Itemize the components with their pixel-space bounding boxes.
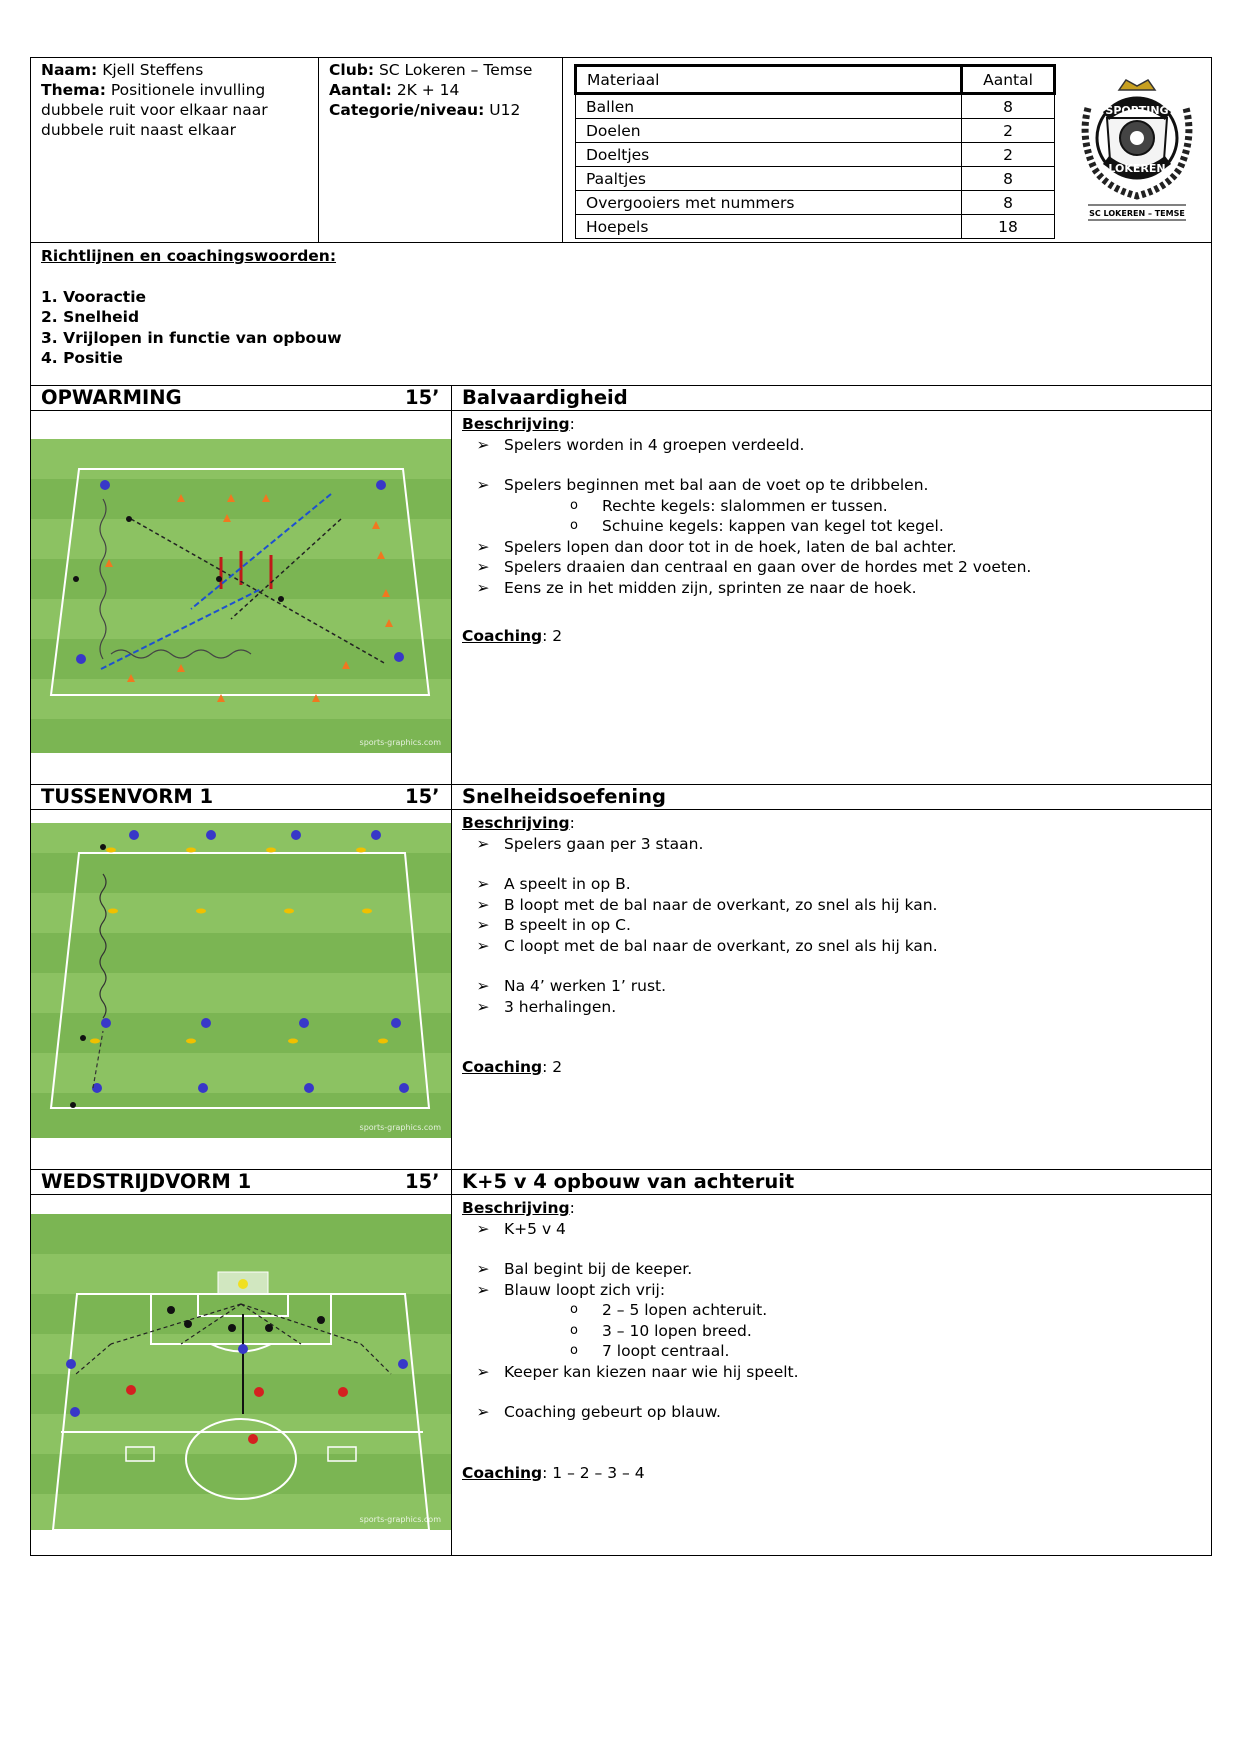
pitch-diagram-tussenvorm (31, 823, 451, 1138)
list-item: ➢ Spelers worden in 4 groepen verdeeld. (462, 435, 1192, 456)
list-item: ➢ Spelers draaien dan centraal en gaan over de hordes met 2 voeten. (462, 557, 1192, 578)
arrow-bullet-icon: ➢ (476, 435, 490, 454)
watermark: sports-graphics.com (359, 1515, 441, 1524)
sub-list-item: o Schuine kegels: kappen van kegel tot kegel. (570, 517, 944, 535)
coaching-label: Coaching (462, 1463, 543, 1482)
logo-top-text: SPORTING (1105, 104, 1169, 117)
sub-list-item: o 7 loopt centraal. (570, 1342, 730, 1360)
table-row: Overgooiers met nummers 8 (576, 191, 1055, 215)
list-item: ➢ C loopt met de bal naar de overkant, zo snel als hij kan. (462, 936, 1192, 957)
beschrijving-label: Beschrijving (462, 1199, 570, 1217)
description-tussenvorm: Beschrijving: ➢ Spelers gaan per 3 staan. ➢ A speelt in op B. ➢ B loopt met de bal naar de overkant, zo snel als hij kan. ➢ B speelt in op C. ➢ C loopt met de bal naar de overkant, zo snel als hij kan. ➢ Na 4’ werken 1’ rust. ➢ 3 herhalingen. Coaching: 2 (452, 811, 1202, 1080)
arrow-bullet-icon: ➢ (476, 1403, 490, 1421)
list-item: ➢ A speelt in op B. (462, 874, 1192, 895)
sub-list-item: o 2 – 5 lopen achteruit. (570, 1301, 768, 1319)
arrow-bullet-icon: ➢ (476, 1280, 490, 1299)
table-row: Hoepels 18 (576, 215, 1055, 239)
arrow-bullet-icon: ➢ (476, 834, 490, 853)
club-logo (1076, 68, 1198, 228)
arrow-bullet-icon: ➢ (476, 476, 490, 494)
aantal-value: 2K + 14 (396, 81, 460, 99)
club-value: SC Lokeren – Temse (378, 61, 533, 79)
arrow-bullet-icon: ➢ (476, 558, 490, 576)
coaching-value: : 1 – 2 – 3 – 4 (542, 1463, 645, 1482)
section-duration: 15’ (405, 1170, 440, 1193)
list-item: 2. Snelheid (41, 308, 140, 326)
list-item: ➢ Na 4’ werken 1’ rust. (462, 976, 1192, 997)
naam-value: Kjell Steffens (102, 61, 204, 79)
list-item: ➢ Coaching gebeurt op blauw. (462, 1402, 1192, 1423)
watermark: sports-graphics.com (359, 738, 441, 747)
coaching-label: Coaching (462, 627, 543, 645)
thema-value: Positionele invulling dubbele ruit voor elkaar naar dubbele ruit naast elkaar (41, 81, 268, 139)
coaching-value: : 2 (542, 627, 563, 645)
section-duration: 15’ (405, 386, 440, 409)
list-item: ➢ B speelt in op C. (462, 915, 1192, 936)
list-item: ➢ B loopt met de bal naar de overkant, zo snel als hij kan. (462, 895, 1192, 916)
list-item: 3. Vrijlopen in functie van opbouw (41, 328, 342, 347)
list-item: ➢ Blauw loopt zich vrij: (462, 1280, 1192, 1301)
club-label: Club: (329, 61, 375, 79)
coaching-label: Coaching (462, 1058, 543, 1076)
materiaal-header: Materiaal (576, 66, 962, 94)
logo-emblem-icon (1076, 68, 1198, 228)
arrow-bullet-icon: ➢ (476, 578, 490, 597)
aantal-label: Aantal: (329, 81, 392, 99)
arrow-bullet-icon: ➢ (476, 997, 490, 1016)
watermark: sports-graphics.com (359, 1123, 441, 1132)
categorie-label: Categorie/niveau: (329, 101, 485, 119)
section-name: OPWARMING (41, 386, 182, 409)
arrow-bullet-icon: ➢ (476, 1219, 490, 1238)
list-item: ➢ 3 herhalingen. (462, 997, 1192, 1018)
table-row: Doeltjes 2 (576, 143, 1055, 167)
list-item: ➢ Keeper kan kiezen naar wie hij speelt. (462, 1362, 1192, 1383)
arrow-bullet-icon: ➢ (476, 1260, 490, 1278)
keeper (238, 1279, 248, 1289)
arrow-bullet-icon: ➢ (476, 1362, 490, 1381)
list-item: ➢ Bal begint bij de keeper. (462, 1259, 1192, 1280)
section-title: K+5 v 4 opbouw van achteruit (462, 1170, 795, 1193)
logo-caption: SC LOKEREN – TEMSE (1089, 209, 1185, 218)
arrow-bullet-icon: ➢ (476, 875, 490, 893)
table-row: Paaltjes 8 (576, 167, 1055, 191)
thema-label: Thema: (41, 81, 106, 99)
list-item: ➢ Eens ze in het midden zijn, sprinten ze naar de hoek. (462, 578, 1192, 599)
sub-list-item: o Rechte kegels: slalommen er tussen. (570, 496, 888, 515)
arrow-bullet-icon: ➢ (476, 537, 490, 556)
richtlijnen (41, 246, 342, 369)
list-item: 4. Positie (41, 349, 123, 367)
description-wedstrijdvorm: Beschrijving: ➢ K+5 v 4 ➢ Bal begint bij de keeper. ➢ Blauw loopt zich vrij: o 2 – 5 lopen achteruit. o 3 – 10 lopen breed. o 7 loopt centraal. ➢ Keeper kan kiezen naar wie hij speelt. ➢ Coaching gebeurt op blauw. Coaching: 1 – 2 – 3 – 4 (452, 1196, 1202, 1485)
arrow-bullet-icon: ➢ (476, 936, 490, 955)
naam-thema-cell (31, 58, 317, 142)
sub-list-item: o 3 – 10 lopen breed. (570, 1321, 752, 1340)
pitch-diagram-opwarming (31, 439, 451, 753)
divider (562, 57, 563, 243)
section-name: TUSSENVORM 1 (41, 785, 214, 808)
materiaal-table (574, 64, 1056, 239)
naam-label: Naam: (41, 61, 98, 79)
logo-bottom-text: LOKEREN (1108, 162, 1166, 175)
beschrijving-label: Beschrijving (462, 814, 570, 832)
aantal-header: Aantal (962, 66, 1055, 94)
table-row: Doelen 2 (576, 119, 1055, 143)
list-item: ➢ Spelers lopen dan door tot in de hoek, laten de bal achter. (462, 537, 1192, 558)
coaching-value: : 2 (542, 1058, 563, 1076)
list-item: ➢ Spelers beginnen met bal aan de voet op te dribbelen. (462, 475, 1192, 496)
section-title: Snelheidsoefening (462, 785, 666, 808)
club-cell (319, 58, 562, 122)
arrow-bullet-icon: ➢ (476, 916, 490, 934)
list-item: 1. Vooractie (41, 287, 147, 306)
categorie-value: U12 (489, 101, 521, 119)
arrow-bullet-icon: ➢ (476, 895, 490, 914)
description-opwarming: Beschrijving: ➢ Spelers worden in 4 groepen verdeeld. ➢ Spelers beginnen met bal aan de voet op te dribbelen. o Rechte kegels: slalommen er tussen. o Schuine kegels: kappen van kegel tot kegel. ➢ Spelers lopen dan door tot in de hoek, laten de bal achter. ➢ Spelers draaien dan centraal en gaan over de hordes met 2 voeten. ➢ Eens ze in het midden zijn, sprinten ze naar de hoek. Coaching: 2 (452, 412, 1202, 649)
beschrijving-label: Beschrijving (462, 415, 570, 433)
richtlijnen-title: Richtlijnen en coachingswoorden: (41, 247, 337, 265)
list-item: ➢ K+5 v 4 (462, 1219, 1192, 1240)
pitch-diagram-wedstrijdvorm (31, 1214, 451, 1530)
section-title: Balvaardigheid (462, 386, 628, 409)
list-item: ➢ Spelers gaan per 3 staan. (462, 834, 1192, 855)
section-name: WEDSTRIJDVORM 1 (41, 1170, 252, 1193)
section-duration: 15’ (405, 785, 440, 808)
table-row: Ballen 8 (576, 94, 1055, 119)
arrow-bullet-icon: ➢ (476, 977, 490, 995)
